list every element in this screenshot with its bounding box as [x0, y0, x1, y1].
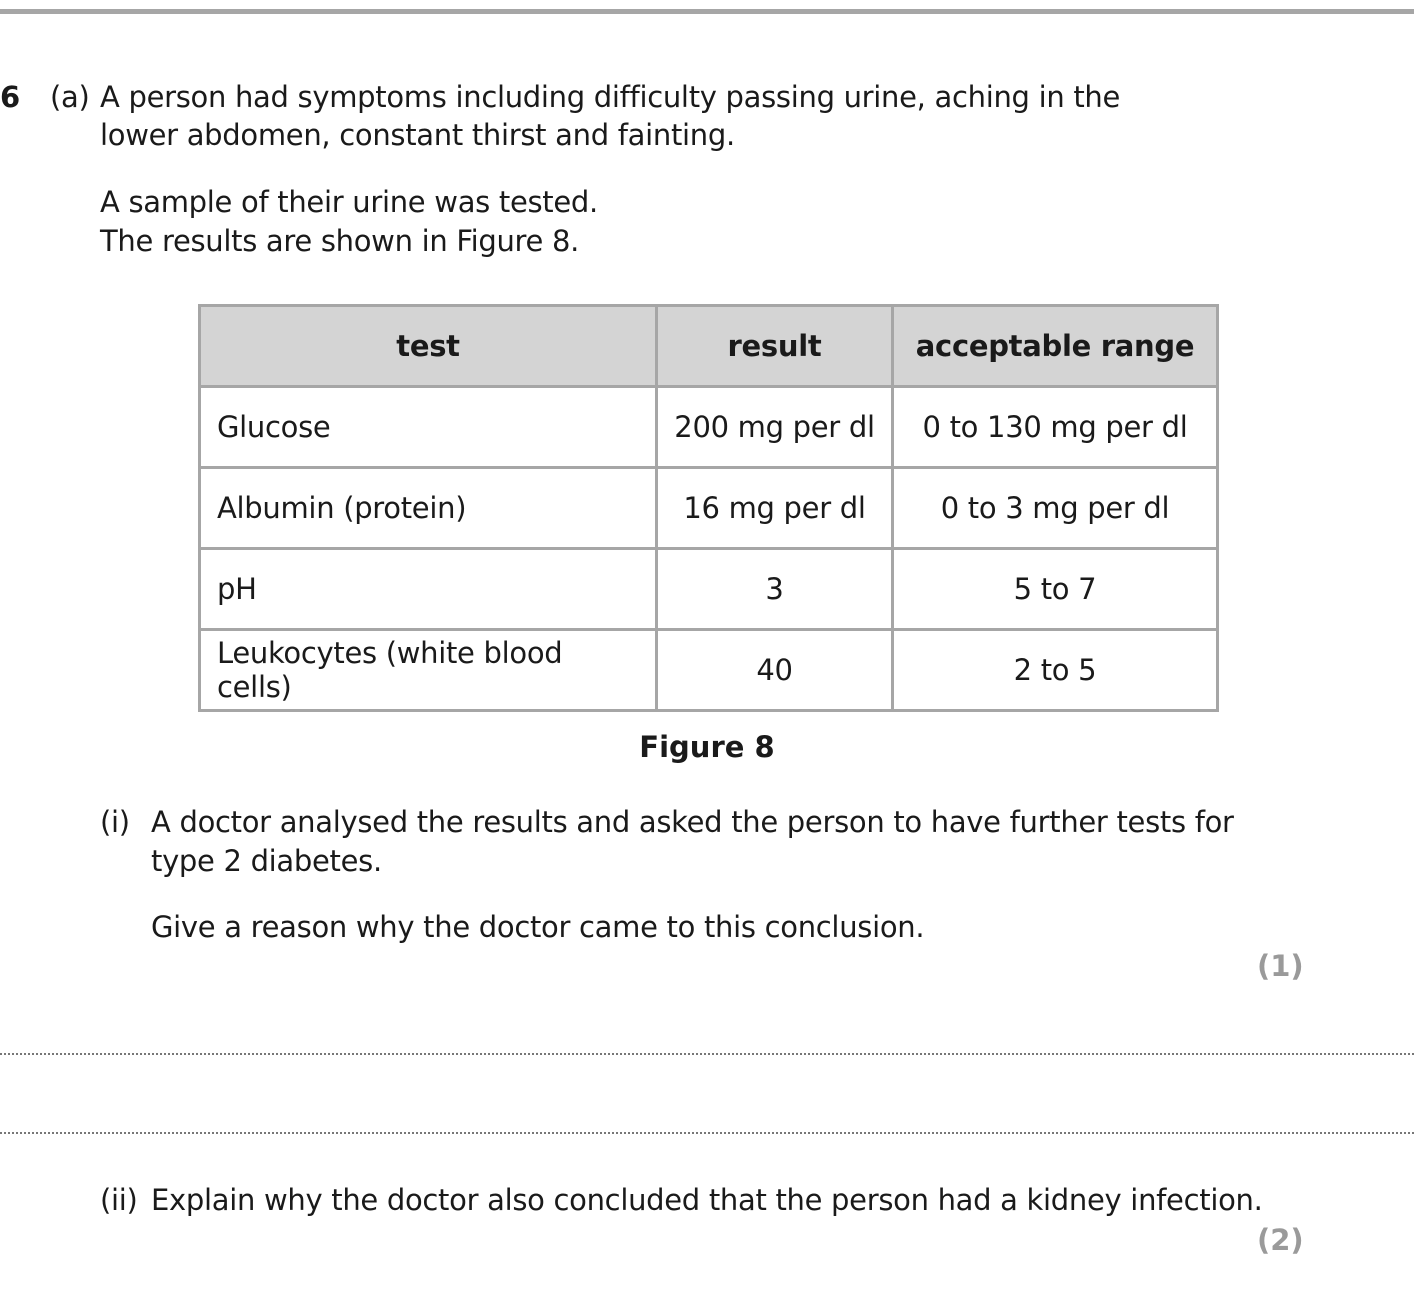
top-rule [0, 9, 1414, 14]
part-a-intro-line2: lower abdomen, constant thirst and fainting. [100, 118, 735, 152]
figure-caption: Figure 8 [639, 730, 775, 764]
urine-results-table [198, 304, 1219, 712]
part-a-sample-line2: The results are shown in Figure 8. [100, 224, 580, 258]
cell-range: 2 to 5 [893, 630, 1218, 711]
cell-test: Albumin (protein) [200, 468, 657, 549]
cell-test: Leukocytes (white blood cells) [200, 630, 657, 711]
table-header-row [200, 306, 1218, 387]
header-acceptable-range: acceptable range [893, 306, 1218, 387]
cell-result: 40 [657, 630, 893, 711]
table-row [200, 387, 1218, 468]
cell-range: 5 to 7 [893, 549, 1218, 630]
cell-result: 200 mg per dl [657, 387, 893, 468]
table-row [200, 549, 1218, 630]
part-a-sample-line1: A sample of their urine was tested. [100, 185, 598, 219]
cell-range: 0 to 130 mg per dl [893, 387, 1218, 468]
part-a-label: (a) [50, 80, 90, 114]
sub-i-prompt: Give a reason why the doctor came to this conclusion. [151, 910, 925, 944]
table-row [200, 468, 1218, 549]
header-test: test [200, 306, 657, 387]
table-row [200, 630, 1218, 711]
sub-i-marks: (1) [1257, 949, 1304, 983]
answer-line[interactable] [0, 1132, 1414, 1134]
question-number: 6 [0, 80, 21, 114]
header-result: result [657, 306, 893, 387]
sub-ii-marks: (2) [1257, 1223, 1304, 1257]
cell-range: 0 to 3 mg per dl [893, 468, 1218, 549]
cell-result: 3 [657, 549, 893, 630]
sub-ii-text: Explain why the doctor also concluded that the person had a kidney infection. [151, 1183, 1263, 1217]
sub-i-label: (i) [100, 805, 130, 839]
cell-result: 16 mg per dl [657, 468, 893, 549]
sub-i-line1: A doctor analysed the results and asked the person to have further tests for [151, 805, 1234, 839]
cell-test: Glucose [200, 387, 657, 468]
sub-i-line2: type 2 diabetes. [151, 844, 382, 878]
part-a-intro-line1: A person had symptoms including difficulty passing urine, aching in the [100, 80, 1121, 114]
answer-line[interactable] [0, 1053, 1414, 1055]
cell-test: pH [200, 549, 657, 630]
sub-ii-label: (ii) [100, 1183, 138, 1217]
